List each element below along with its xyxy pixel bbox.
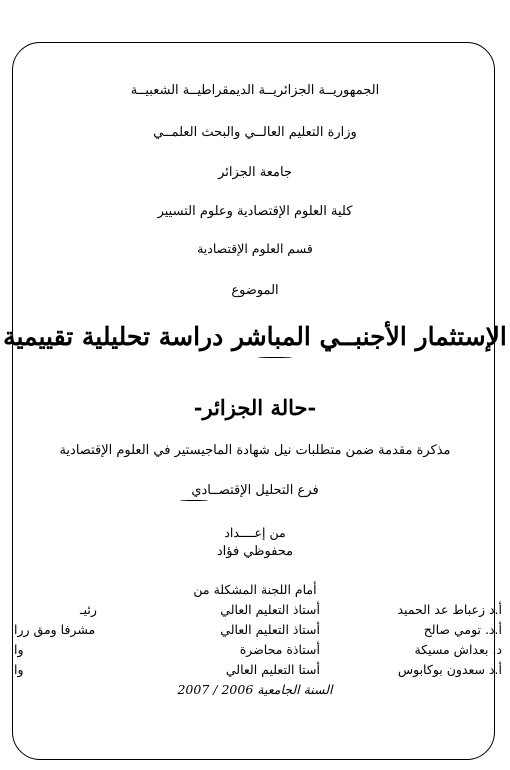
faculty-heading: كلية العلوم الإقتصادية وعلوم التسيير [157, 204, 353, 219]
branch-underline [180, 500, 208, 501]
subject-label: الموضوع [231, 283, 279, 298]
jury-member-rank: أستا التعليم العالي [225, 662, 320, 677]
jury-member-name: أ.د. تومي صالح [423, 622, 502, 637]
jury-row [0, 642, 510, 658]
prepared-by-label: من إعــــداد [224, 525, 286, 540]
committee-title: أمام اللجنة المشكلة من [193, 582, 317, 597]
republic-heading: الجمهوريــة الجزائريــة الديمقراطيــة الشعبيــة [130, 83, 380, 98]
author-name: محفوظي فؤاد [216, 544, 294, 559]
jury-member-rank: أستاذ التعليم العالي [220, 602, 320, 617]
jury-row [0, 662, 510, 678]
jury-member-rank: أستاذ التعليم العالي [220, 622, 320, 637]
case-study-subtitle: -حالة الجزائر- [193, 395, 317, 420]
jury-row [0, 602, 510, 618]
jury-member-role: وا [14, 662, 24, 677]
jury-member-name: أ.د زعباط عد الحميد [397, 602, 502, 617]
jury-member-name: د. بعداش مسيكة [414, 642, 502, 657]
thesis-title: الإستثمار الأجنبــي المباشر دراسة تحليلية تقييمية [3, 322, 507, 351]
university-heading: جامعة الجزائر [218, 165, 292, 180]
title-underline [258, 357, 292, 358]
department-heading: قسم العلوم الإقتصادية [197, 241, 313, 256]
jury-member-role: وا [14, 642, 24, 657]
jury-member-role: رئيـ [80, 602, 97, 617]
jury-member-rank: أستاذة محاضرة [239, 642, 320, 657]
academic-year: السنة الجامعية 2006 / 2007 [177, 682, 333, 697]
jury-member-role: مشرفا ومق ررا [14, 622, 96, 637]
jury-row [0, 622, 510, 638]
memoir-statement: مذكرة مقدمة ضمن متطلبات نيل شهادة الماجيستير في العلوم الإقتصادية [59, 443, 451, 458]
jury-member-name: أ.د سعدون بوكابوس [397, 662, 502, 677]
branch-label: فرع التحليل الإقتصــادي [191, 483, 319, 498]
ministry-heading: وزارة التعليم العالــي والبحث العلمــي [153, 125, 357, 140]
